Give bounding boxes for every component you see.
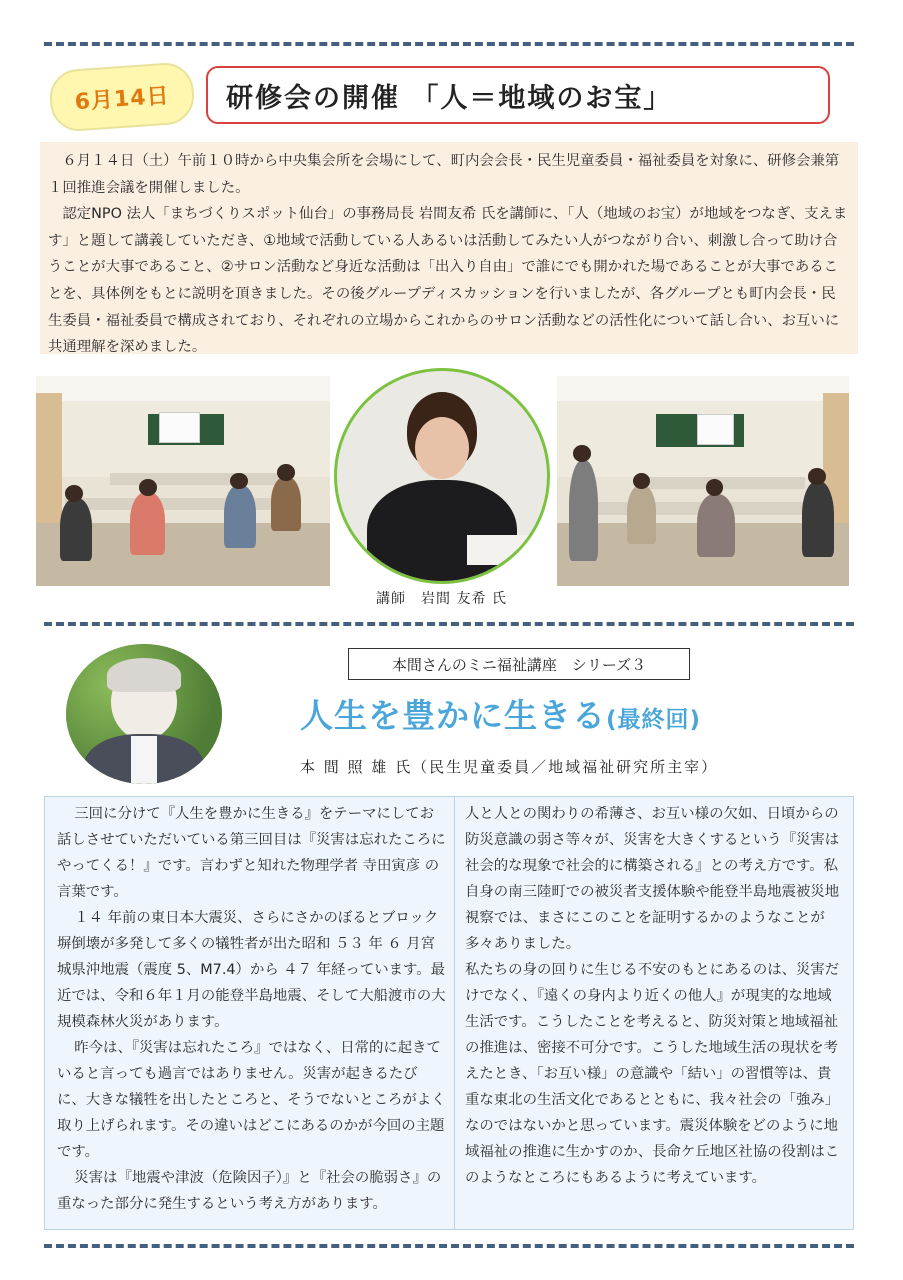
middle-divider xyxy=(44,622,854,626)
seminar-photo-left xyxy=(36,376,330,586)
column-author: 本 間 照 雄 氏（民生児童委員／地域福祉研究所主宰） xyxy=(300,758,719,776)
lecturer-caption: 講師 岩間 友希 氏 xyxy=(376,591,507,607)
series-label: 本間さんのミニ福祉講座 シリーズ３ xyxy=(348,648,690,680)
article-paragraph: 災害は『地震や津波（危険因子）』と『社会の脆弱さ』の重なった部分に発生するという考え方があります。 xyxy=(57,1170,442,1212)
lecturer-photo xyxy=(334,368,550,584)
top-divider xyxy=(44,42,854,46)
article-paragraph: 三回に分けて『人生を豊かに生きる』をテーマにしてお話しさせていただいている第三回目は『災害は忘れたころにやってくる！』です。言わずと知れた物理学者 寺田寅彦 の言葉です。 xyxy=(57,806,446,900)
date-badge: 6月14日 xyxy=(48,61,196,133)
article-paragraph: 私たちの身の回りに生じる不安のもとにあるのは、災害だけでなく、『遠くの身内より近くの他人』が現実的な地域生活です。こうしたことを考えると、防災対策と地域福祉の推進は、密接不可分です。こうした地域生活の現状を考えたとき、「お互い様」の意識や「結い」の習慣等は、貴重な東北の生活文化であるとともに、我々社会の「強み」なのではないかと思っています。震災体験をどのように地域福祉の推進に生かすのか、長命ケ丘地区社協の役割はこのようなところにもあるように考えています。 xyxy=(465,962,840,1186)
event-description xyxy=(40,142,858,354)
seminar-photo-right xyxy=(557,376,849,586)
event-paragraph: ６月１４日（土）午前１０時から中央集会所を会場にして、町内会会長・民生児童委員・福祉委員を対象に、研修会兼第１回推進会議を開催しました。 xyxy=(48,153,840,196)
article-paragraph: １４ 年前の東日本大震災、さらにさかのぼるとブロック塀倒壊が多発して多くの犠牲者が出た昭和 ５３ 年 ６ 月宮城県沖地震（震度 5、M7.4）から ４７ 年経っています。最近では、令和６年１月の能登半島地震、そして大船渡市の大規模森林火災があります。 xyxy=(57,910,446,1030)
column-title-suffix: (最終回) xyxy=(606,707,702,733)
article-paragraph: 昨今は、『災害は忘れたころ』ではなく、日常的に起きていると言っても過言ではありません。災害が起きるたびに、大きな犠牲を出したところと、そうでないところがよく取り上げられます。その違いはどこにあるのかが今回の主題です。 xyxy=(57,1040,446,1160)
author-avatar xyxy=(66,644,222,784)
event-title: 研修会の開催 「人＝地域のお宝」 xyxy=(206,66,830,124)
column-title xyxy=(300,690,701,737)
article-right-column xyxy=(455,797,853,1229)
event-paragraph: 認定NPO 法人「まちづくりスポット仙台」の事務局長 岩間友希 氏を講師に、「人（地域のお宝）が地域をつなぎ、支えます」と題して講義していただき、①地域で活動している人あるいは活動してみたい人がつながり合い、刺激し合って助け合うことが大事であること、②サロン活動など身近な活動は「出入り自由」で誰にでも開かれた場であることが大事であることを、具体例をもとに説明を頂きました。その後グループディスカッションを行いましたが、各グループとも町内会長・民生委員・福祉委員で構成されており、それぞれの立場からこれからのサロン活動などの活性化について話し合い、お互いに共通理解を深めました。 xyxy=(48,206,848,356)
article-paragraph: 人と人との関わりの希薄さ、お互い様の欠如、日頃からの防災意識の弱さ等々が、災害を大きくするという『災害は社会的な現象で社会的に構築される』との考え方です。私自身の南三陸町での被災者支援体験や能登半島地震被災地視察では、まさにこのことを証明するかのようなことが多々ありました。 xyxy=(465,806,840,952)
column-title-main: 人生を豊かに生きる xyxy=(300,696,606,735)
bottom-divider xyxy=(44,1244,854,1248)
column-article xyxy=(44,796,854,1230)
article-left-column xyxy=(45,797,455,1229)
